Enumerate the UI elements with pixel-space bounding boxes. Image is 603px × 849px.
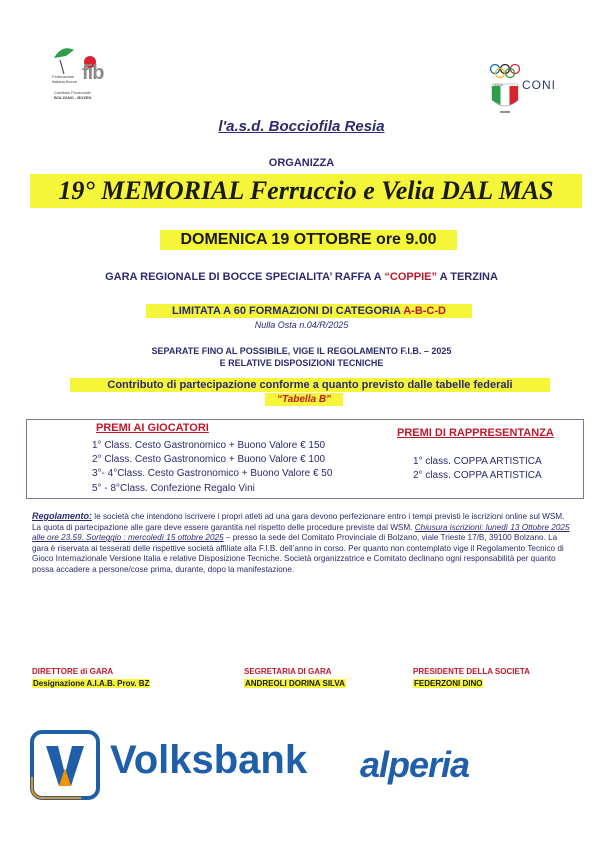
- segreteria-label: SEGRETARIA DI GARA: [244, 667, 332, 676]
- organizza-label: ORGANIZZA: [268, 157, 335, 169]
- nulla-osta: Nulla Osta n.04/R/2025: [254, 320, 349, 330]
- alperia-wordmark: alperia: [360, 744, 470, 785]
- olympic-rings-icon: [488, 62, 522, 114]
- premio-giocatori-row: 5° - 8°Class. Confezione Regalo Vini: [92, 483, 255, 494]
- premio-giocatori-row: 2° Class. Cesto Gastronomico + Buono Valore € 100: [92, 454, 326, 465]
- coni-flag-text: ITALIA: [494, 83, 503, 87]
- presidente-label: PRESIDENTE DELLA SOCIETA: [413, 667, 530, 676]
- tabella-label: “Tabella B”: [265, 393, 343, 406]
- presidente-value: FEDERZONI DINO: [414, 679, 483, 688]
- gara-coppie: “COPPIE”: [384, 271, 437, 283]
- premio-giocatori-row: 1° Class. Cesto Gastronomico + Buono Valore € 150: [92, 440, 326, 451]
- club-name: l'a.s.d. Bocciofila Resia: [218, 118, 385, 135]
- fib-committee-city: BOLZANO - BOZEN: [54, 95, 92, 100]
- regolamento-line-1: SEPARATE FINO AL POSSIBILE, VIGE IL REGOLAMENTO F.I.B. – 2025: [151, 346, 452, 356]
- regolamento-chiusura: Chiusura iscrizioni: lunedì 13 Ottobre 2025 alle ore 23.59. Sorteggio : mercoledì 15 ottobre 2025: [32, 522, 570, 543]
- limitata-text: LIMITATA A 60 FORMAZIONI DI CATEGORIA: [172, 305, 404, 317]
- regolamento-text-1: le società che intendono iscrivere i propri atleti ad una gara devono perfezionare entro i tempi previsti le iscrizioni online sul WSM. La quota di partecipazione alle gare deve essere garantita nel rispetto delle procedure previste dal WSM.: [32, 512, 565, 532]
- gara-prefix: GARA REGIONALE DI BOCCE SPECIALITA’ RAFFA A: [105, 271, 385, 283]
- premio-giocatori-row: 3°- 4°Class. Cesto Gastronomico + Buono Valore € 50: [92, 468, 333, 479]
- premio-rappresentanza-row: 2° class. COPPA ARTISTICA: [413, 470, 542, 481]
- premi-giocatori-heading: PREMI AI GIOCATORI: [96, 422, 209, 434]
- direttore-value: Designazione A.I.A.B. Prov. BZ: [33, 679, 150, 688]
- regolamento-label: Regolamento:: [32, 511, 93, 521]
- regolamento-text-2: – presso la sede del Comitato Provinciale di Bolzano, viale Trieste 17/B, 39100 Bolzano. La gara è riservata ai tesserati delle rispettive società affiliate alla F.I.B. dell’anno in corso. Per quanto non contemplato vige il Regolamento Tecnico di Gioco Internazionale Versione Italia e relative Disposizione Tecniche. Società organizzatrice e Comitato declinano ogni responsabilità per quanto possa accadere a persone/cose prima, durante, dopo la manifestazione.: [32, 533, 564, 574]
- regolamento-paragraph: [32, 511, 572, 576]
- coni-label: CONI: [522, 78, 556, 92]
- volksbank-v-icon: [30, 730, 100, 800]
- limitata-categories: A-B-C-D: [403, 305, 446, 317]
- event-title: 19° MEMORIAL Ferruccio e Velia DAL MAS: [30, 174, 582, 208]
- premio-rappresentanza-row: 1° class. COPPA ARTISTICA: [413, 456, 542, 467]
- fib-committee-text: [54, 90, 91, 100]
- fib-committee-label: Comitato Provinciale: [54, 90, 91, 95]
- volksbank-wordmark: Volksbank: [110, 738, 308, 782]
- segreteria-value: ANDREOLI DORINA SILVA: [245, 679, 345, 688]
- regolamento-line-2: E RELATIVE DISPOSIZIONI TECNICHE: [219, 358, 384, 368]
- fib-logo: [52, 44, 122, 106]
- limitata-line: [146, 304, 472, 318]
- event-date: DOMENICA 19 OTTOBRE ore 9.00: [160, 230, 457, 250]
- premi-rappresentanza-heading: PREMI DI RAPPRESENTANZA: [397, 427, 554, 439]
- direttore-label: DIRETTORE di GARA: [32, 667, 114, 676]
- gara-line: [30, 271, 573, 283]
- contributo-line: Contributo di partecipazione conforme a quanto previsto dalle tabelle federali: [70, 378, 550, 392]
- fib-brand: fib: [82, 62, 104, 84]
- volksbank-logo: [30, 730, 100, 800]
- coni-logo: [488, 62, 558, 114]
- gara-suffix: A TERZINA: [436, 271, 498, 283]
- fib-federation-text: Federazione Italiana Bocce: [52, 74, 78, 84]
